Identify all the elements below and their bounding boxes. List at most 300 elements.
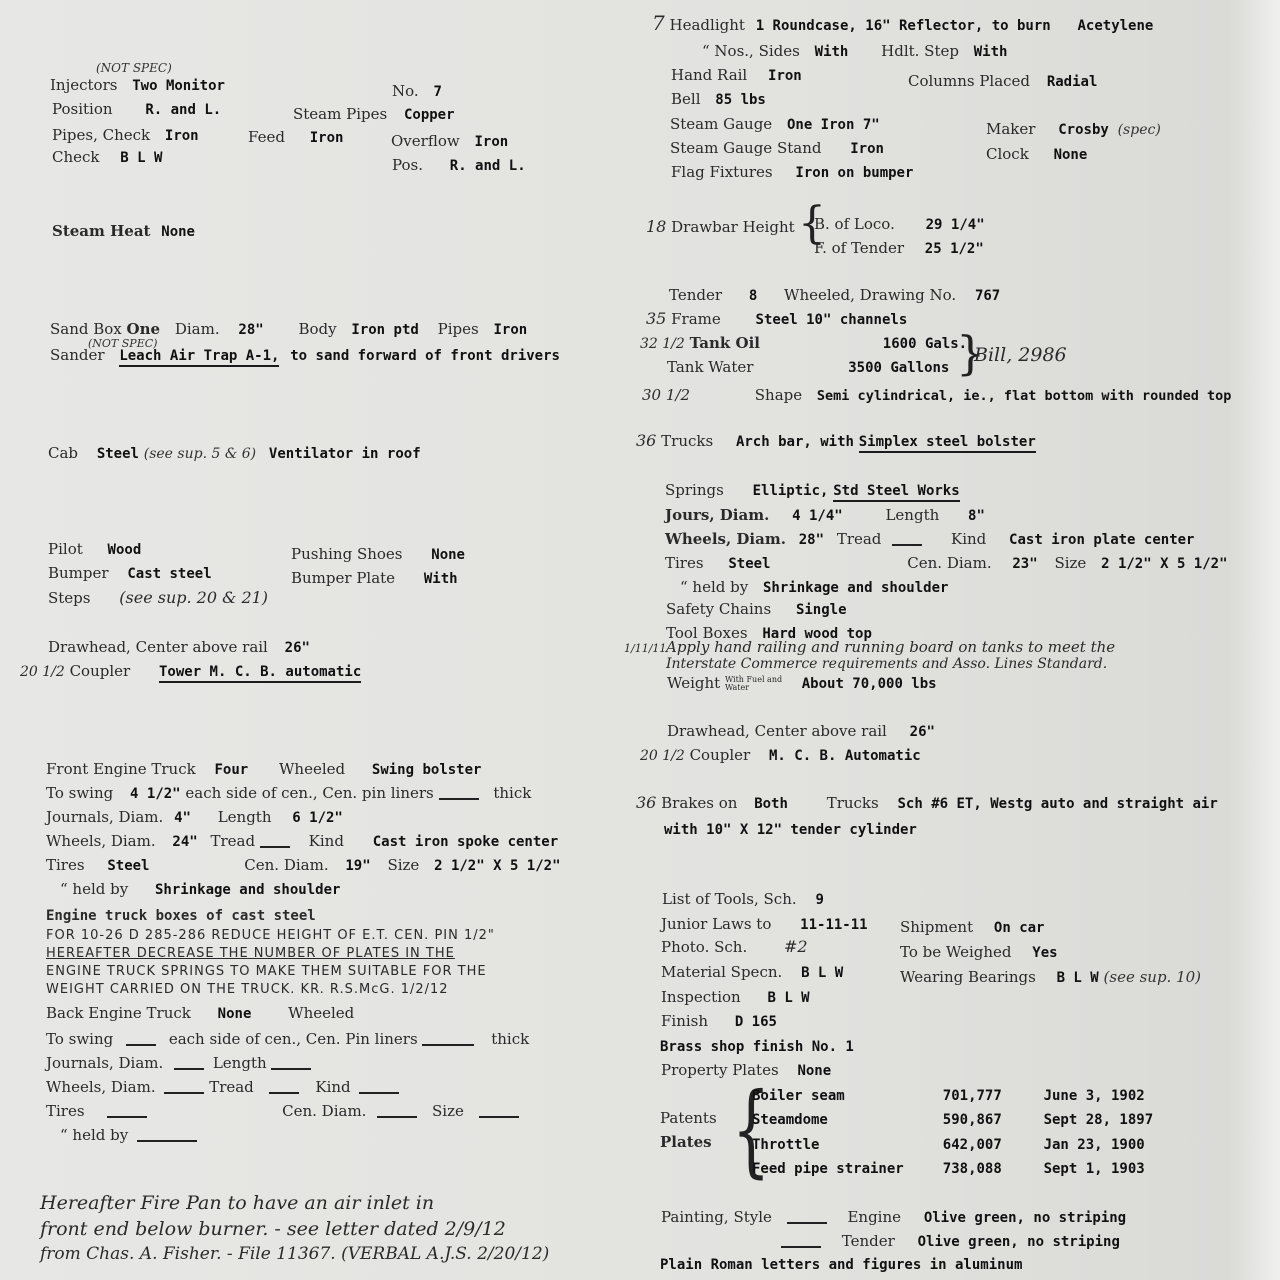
brakes-cylinder: with 10" X 12" tender cylinder — [664, 822, 917, 838]
tender-size-value: 2 1/2" X 5 1/2" — [1101, 556, 1228, 572]
position-row — [52, 100, 221, 119]
springs-value: Elliptic, — [752, 483, 829, 499]
back-journals-row — [46, 1054, 311, 1072]
steam-heat-row — [52, 222, 195, 241]
tender-size-label: Size — [1054, 554, 1087, 572]
injector-no-row — [392, 82, 442, 101]
columns-placed-label: Columns Placed — [908, 72, 1031, 90]
frame-num: 35 — [646, 309, 667, 328]
steam-heat-value: None — [161, 224, 195, 240]
bumper-value: Cast steel — [127, 566, 212, 582]
painting-engine-row — [661, 1208, 1126, 1227]
pos-value: R. and L. — [449, 158, 526, 174]
columns-row — [908, 72, 1097, 91]
front-held-row — [60, 880, 340, 899]
frame-row — [646, 310, 907, 329]
inspection-label: Inspection — [661, 988, 741, 1006]
painting-letters: Plain Roman letters and figures in aluminum — [660, 1257, 1023, 1273]
coupler-right-label: Coupler — [689, 746, 751, 764]
weight-row — [667, 674, 937, 693]
front-size-value: 2 1/2" X 5 1/2" — [434, 858, 561, 874]
shipment-label: Shipment — [900, 918, 974, 936]
front-length-label: Length — [217, 808, 272, 826]
wearing-bearings-label: Wearing Bearings — [900, 968, 1036, 986]
bumper-row — [48, 564, 212, 583]
patent-number: 701,777 — [942, 1088, 1002, 1104]
tender-wheels-row — [665, 530, 1194, 549]
jours-length-label: Length — [885, 506, 940, 524]
drawbar-label: Drawbar Height — [671, 218, 795, 236]
back-held-label: “ held by — [60, 1126, 129, 1144]
front-truck-value: Four — [214, 762, 249, 778]
front-truck-bolster: Swing bolster — [371, 762, 482, 778]
photo-label: Photo. Sch. — [661, 938, 748, 956]
fire-pan-note-line-1: Hereafter Fire Pan to have an air inlet in — [40, 1192, 435, 1214]
painting-engine-label: Engine — [847, 1208, 902, 1226]
plates-label: Plates — [660, 1133, 712, 1151]
safety-chains-value: Single — [795, 602, 847, 618]
sand-box-diam-label: Diam. — [174, 320, 220, 338]
drawbar-b-value: 29 1/4" — [925, 217, 985, 233]
back-wheels-label: Wheels, Diam. — [46, 1078, 156, 1096]
patent-item: Feed pipe strainer — [752, 1161, 904, 1177]
fire-pan-note-line-3: from Chas. A. Fisher. - File 11367. (VERBAL A.J.S. 2/20/12) — [40, 1244, 550, 1264]
drawbar-f-value: 25 1/2" — [924, 241, 984, 257]
bumper-plate-label: Bumper Plate — [291, 569, 396, 587]
drawbar-f-row — [814, 239, 984, 258]
drawbar-brace: { — [798, 198, 826, 249]
cab-note: (see sup. 5 & 6) — [143, 446, 257, 462]
brakes-label: Brakes on — [661, 794, 738, 812]
painting-tender-blank — [781, 1237, 821, 1248]
headlight-label: Headlight — [669, 16, 745, 34]
tender-kind-label: Kind — [950, 530, 987, 548]
tender-value: 8 — [748, 288, 758, 304]
drawbar-b-row — [814, 215, 985, 234]
drawhead-right-row — [667, 722, 935, 741]
sand-box-diam-value: 28" — [238, 322, 264, 338]
body-value: Iron ptd — [351, 322, 419, 338]
finish-label: Finish — [661, 1012, 709, 1030]
back-swing-row — [46, 1030, 529, 1048]
injectors-row — [50, 76, 225, 95]
maker-value: Crosby — [1058, 122, 1109, 138]
back-cen-diam-blank — [377, 1107, 417, 1118]
engine-truck-note-line-3: ENGINE TRUCK SPRINGS TO MAKE THEM SUITABLE FOR THE — [46, 964, 487, 979]
tender-row — [669, 286, 1000, 305]
pushing-shoes-label: Pushing Shoes — [291, 545, 403, 563]
sander-not-spec-note: (NOT SPEC) — [88, 337, 158, 350]
bill-value: Bill, 2986 — [974, 344, 1067, 366]
pipes-check-row — [52, 126, 199, 145]
pos-label: Pos. — [392, 156, 423, 174]
front-wheels-row — [46, 832, 558, 851]
front-held-value: Shrinkage and shoulder — [155, 882, 341, 898]
weighed-row — [900, 943, 1058, 962]
patent-number: 642,007 — [942, 1137, 1002, 1153]
back-held-blank — [137, 1131, 197, 1142]
coupler-left-row — [20, 662, 361, 683]
back-wheels-blank — [164, 1083, 204, 1094]
finish-value: D 165 — [734, 1014, 777, 1030]
front-length-value: 6 1/2" — [292, 810, 343, 826]
front-tread-label: Tread — [210, 832, 256, 850]
bill-row — [974, 346, 1067, 365]
jours-length-value: 8" — [968, 508, 985, 524]
front-boxes-text: Engine truck boxes of cast steel — [46, 908, 316, 924]
flag-row — [671, 163, 913, 182]
shape-value: Semi cylindrical, ie., flat bottom with rounded top — [816, 388, 1232, 404]
clock-label: Clock — [986, 145, 1029, 163]
trucks-label: Trucks — [661, 432, 714, 450]
tender-tires-label: Tires — [665, 554, 704, 572]
patents-label-row — [660, 1109, 717, 1127]
bell-value: 85 lbs — [715, 92, 766, 108]
injectors-note — [96, 58, 172, 77]
cab-label: Cab — [48, 444, 79, 462]
shape-row — [642, 386, 1231, 405]
coupler-left-num: 20 1/2 — [20, 664, 65, 680]
drawbar-num: 18 — [646, 217, 667, 236]
hand-rail-value: Iron — [768, 68, 802, 84]
position-value: R. and L. — [145, 102, 222, 118]
tool-boxes-value: Hard wood top — [762, 626, 872, 642]
hdlt-step-label: Hdlt. Step — [881, 42, 959, 60]
junior-laws-value: 11-11-11 — [800, 917, 868, 933]
material-row — [661, 963, 843, 982]
hand-rail-label: Hand Rail — [671, 66, 748, 84]
injectors-label: Injectors — [50, 76, 118, 94]
inspection-row — [661, 988, 810, 1007]
tender-wheels-label: Wheels, Diam. — [665, 530, 786, 548]
tank-oil-row — [640, 334, 976, 353]
tender-held-value: Shrinkage and shoulder — [763, 580, 949, 596]
patent-date: Jan 23, 1900 — [1043, 1137, 1145, 1153]
tool-note-date: 1/11/11 — [624, 642, 667, 655]
bumper-plate-value: With — [423, 571, 458, 587]
patent-row — [752, 1110, 1153, 1129]
back-tires-blank — [107, 1107, 147, 1118]
trucks-num: 36 — [636, 431, 657, 450]
tender-tread-blank — [892, 535, 922, 546]
front-truck-row — [46, 760, 481, 779]
front-thick-label: thick — [493, 784, 532, 802]
engine-truck-note-line-4: WEIGHT CARRIED ON THE TRUCK. KR. R.S.McG. 1/2/12 — [46, 982, 449, 997]
gauge-stand-row — [670, 139, 884, 158]
shape-label: Shape — [754, 386, 803, 404]
back-held-row — [60, 1126, 197, 1144]
shape-num: 30 1/2 — [642, 386, 690, 404]
drawbar-f-label: F. of Tender — [814, 239, 904, 257]
jours-label: Jours, Diam. — [665, 506, 770, 524]
overflow-label: Overflow — [391, 132, 460, 150]
jours-row — [665, 506, 985, 525]
back-truck-row — [46, 1004, 354, 1023]
hand-rail-row — [671, 66, 802, 85]
springs-row — [665, 481, 960, 502]
feed-row — [248, 128, 343, 147]
weight-sub-label: With Fuel and Water — [724, 675, 783, 692]
front-kind-value: Cast iron spoke center — [372, 834, 559, 850]
nos-sides-label: “ Nos., Sides — [702, 42, 800, 60]
patent-date: June 3, 1902 — [1043, 1088, 1145, 1104]
finish-row — [661, 1012, 777, 1031]
front-wheels-value: 24" — [172, 834, 198, 850]
patent-row — [752, 1135, 1145, 1154]
brakes-trucks-value: Sch #6 ET, Westg auto and straight air — [897, 796, 1218, 812]
tank-brace: } — [956, 326, 986, 380]
back-swing-rest: each side of cen., Cen. Pin liners — [168, 1030, 418, 1048]
check-label: Check — [52, 148, 100, 166]
painting-style-blank — [787, 1213, 827, 1224]
flag-fixtures-value: Iron on bumper — [795, 165, 914, 181]
patent-date: Sept 28, 1897 — [1043, 1112, 1154, 1128]
front-truck-wheeled-label: Wheeled — [279, 760, 346, 778]
shipment-row — [900, 918, 1044, 937]
tender-cen-diam-label: Cen. Diam. — [907, 554, 992, 572]
front-wheels-label: Wheels, Diam. — [46, 832, 156, 850]
front-truck-label: Front Engine Truck — [46, 760, 196, 778]
front-tread-blank — [260, 837, 290, 848]
not-spec-note: (NOT SPEC) — [96, 61, 172, 75]
back-size-label: Size — [432, 1102, 464, 1120]
overflow-row — [391, 132, 508, 151]
wearing-bearings-note: (see sup. 10) — [1103, 968, 1202, 986]
brakes-row — [636, 794, 1218, 813]
front-tires-value: Steel — [107, 858, 150, 874]
front-swing-label: To swing — [46, 784, 114, 802]
safety-chains-label: Safety Chains — [666, 600, 772, 618]
nos-sides-row — [702, 42, 1007, 61]
drawbar-b-label: B. of Loco. — [814, 215, 895, 233]
painting-letters-row — [660, 1255, 1022, 1274]
front-cen-diam-value: 19" — [345, 858, 371, 874]
weight-label: Weight — [667, 674, 721, 692]
back-truck-wheeled-label: Wheeled — [288, 1004, 355, 1022]
injectors-value: Two Monitor — [132, 78, 225, 94]
sand-box-label: Sand Box — [50, 320, 122, 338]
back-kind-blank — [359, 1083, 399, 1094]
tender-drawing-no: 767 — [974, 288, 1001, 304]
pipes-check-label: Pipes, Check — [52, 126, 151, 144]
bell-row — [671, 90, 766, 109]
tank-water-row — [667, 358, 949, 377]
flag-fixtures-label: Flag Fixtures — [671, 163, 773, 181]
back-tread-blank — [269, 1083, 299, 1094]
front-held-label: “ held by — [60, 880, 129, 898]
no-value: 7 — [433, 84, 442, 100]
tank-water-label: Tank Water — [667, 358, 754, 376]
trucks-bolster: Simplex steel bolster — [859, 433, 1036, 453]
maker-row — [986, 120, 1161, 139]
painting-style-label: Painting, Style — [661, 1208, 772, 1226]
pushing-shoes-value: None — [431, 547, 465, 563]
tools-label: List of Tools, Sch. — [662, 890, 797, 908]
pipes-check-value: Iron — [164, 128, 199, 144]
tender-held-row — [680, 578, 948, 597]
check-value: B L W — [120, 150, 163, 166]
fire-pan-note-line-2: front end below burner. - see letter dated 2/9/12 — [40, 1218, 506, 1240]
steam-pipes-row — [293, 105, 455, 124]
sander-row — [50, 346, 560, 367]
junior-row — [661, 915, 868, 934]
front-boxes-row — [46, 906, 316, 925]
tender-kind-value: Cast iron plate center — [1009, 532, 1195, 548]
coupler-left-label: Coupler — [69, 662, 131, 680]
front-journals-label: Journals, Diam. — [46, 808, 164, 826]
sand-pipes-label: Pipes — [437, 320, 479, 338]
clock-value: None — [1053, 147, 1088, 163]
gauge-stand-value: Iron — [850, 141, 884, 157]
tender-tires-value: Steel — [728, 556, 771, 572]
back-liner-blank — [422, 1035, 474, 1046]
drawhead-left-label: Drawhead, Center above rail — [48, 638, 268, 656]
back-wheels-row — [46, 1078, 399, 1096]
cab-rest: Ventilator in roof — [268, 446, 421, 462]
tender-wheeled-label: Wheeled, Drawing No. — [784, 286, 957, 304]
front-swing-value: 4 1/2" — [130, 786, 181, 802]
weight-value: About 70,000 lbs — [801, 676, 937, 692]
front-tires-label: Tires — [46, 856, 85, 874]
front-tires-row — [46, 856, 561, 875]
tank-water-value: 3500 Gallons — [848, 360, 950, 376]
material-specn-value: B L W — [801, 965, 844, 981]
painting-engine-value: Olive green, no striping — [923, 1210, 1127, 1226]
shipment-value: On car — [993, 920, 1045, 936]
feed-value: Iron — [309, 130, 344, 146]
back-journals-blank — [174, 1059, 204, 1070]
painting-tender-row — [781, 1232, 1120, 1251]
front-swing-rest: each side of cen., Cen. pin liners — [185, 784, 434, 802]
position-label: Position — [52, 100, 113, 118]
steam-gauge-row — [670, 115, 880, 134]
tool-boxes-label: Tool Boxes — [666, 624, 748, 642]
maker-note: (spec) — [1117, 122, 1161, 138]
pilot-row — [48, 540, 141, 559]
safety-row — [666, 600, 847, 619]
brass-row — [660, 1037, 854, 1056]
hdlt-step-value: With — [973, 44, 1008, 60]
front-cen-diam-label: Cen. Diam. — [244, 856, 329, 874]
back-tires-label: Tires — [46, 1102, 85, 1120]
painting-tender-value: Olive green, no striping — [917, 1234, 1120, 1250]
patent-date: Sept 1, 1903 — [1043, 1161, 1145, 1177]
sand-pipes-value: Iron — [493, 322, 528, 338]
coupler-right-num: 20 1/2 — [640, 748, 685, 764]
tender-label: Tender — [669, 286, 723, 304]
engine-truck-note-line-2: HEREAFTER DECREASE THE NUMBER OF PLATES IN THE — [46, 946, 455, 961]
brakes-num: 36 — [636, 793, 657, 812]
steam-pipes-value: Copper — [403, 107, 455, 123]
back-tread-label: Tread — [209, 1078, 254, 1096]
frame-label: Frame — [671, 310, 721, 328]
pilot-value: Wood — [107, 542, 142, 558]
back-journals-label: Journals, Diam. — [46, 1054, 164, 1072]
coupler-left-value: Tower M. C. B. automatic — [159, 663, 361, 683]
tool-note-line-1: Apply hand railing and running board on tanks to meet the — [666, 638, 1116, 656]
brass-shop-finish: Brass shop finish No. 1 — [660, 1039, 854, 1055]
cab-row — [48, 444, 421, 463]
property-plates-value: None — [797, 1063, 832, 1079]
front-journals-row — [46, 808, 343, 827]
patent-item: Boiler seam — [752, 1088, 845, 1104]
trucks-row — [636, 432, 1036, 453]
steam-gauge-label: Steam Gauge — [670, 115, 773, 133]
pushing-shoes-row — [291, 545, 465, 564]
front-swing-row — [46, 784, 531, 803]
bell-label: Bell — [671, 90, 701, 108]
drawhead-left-value: 26" — [284, 640, 310, 656]
wearing-bearings-value: B L W — [1056, 970, 1099, 986]
trucks-value: Arch bar, with — [735, 434, 854, 450]
nos-sides-value: With — [814, 44, 849, 60]
bearings-row — [900, 968, 1201, 987]
property-plates-label: Property Plates — [661, 1061, 779, 1079]
check-row — [52, 148, 162, 167]
tools-row — [662, 890, 824, 909]
back-tires-row — [46, 1102, 519, 1120]
gauge-stand-label: Steam Gauge Stand — [670, 139, 822, 157]
inspection-value: B L W — [767, 990, 810, 1006]
maker-label: Maker — [986, 120, 1036, 138]
body-label: Body — [298, 320, 337, 338]
painting-tender-label: Tender — [841, 1232, 895, 1250]
drawbar-row — [646, 218, 795, 236]
patent-row — [752, 1086, 1145, 1105]
springs-label: Springs — [665, 481, 724, 499]
feed-label: Feed — [248, 128, 285, 146]
tank-oil-num: 32 1/2 — [640, 336, 685, 352]
brakes-line2-row — [664, 820, 917, 839]
front-journals-value: 4" — [174, 810, 191, 826]
sander-value: Leach Air Trap A-1, — [119, 347, 279, 367]
back-length-label: Length — [212, 1054, 267, 1072]
front-kind-label: Kind — [308, 832, 344, 850]
back-thick-label: thick — [491, 1030, 530, 1048]
back-size-blank — [479, 1107, 519, 1118]
steps-row — [48, 589, 268, 607]
no-label: No. — [392, 82, 419, 100]
to-be-weighed-value: Yes — [1032, 945, 1058, 961]
patent-number: 738,088 — [942, 1161, 1002, 1177]
drawhead-right-label: Drawhead, Center above rail — [667, 722, 887, 740]
tender-held-label: “ held by — [680, 578, 749, 596]
tool-note-line-2: Interstate Commerce requirements and Asso. Lines Standard. — [666, 656, 1108, 672]
overflow-value: Iron — [474, 134, 509, 150]
tender-tread-label: Tread — [836, 530, 882, 548]
coupler-right-row — [640, 746, 921, 765]
back-swing-blank — [126, 1035, 156, 1046]
columns-placed-value: Radial — [1046, 74, 1098, 90]
tank-oil-label: Tank Oil — [689, 334, 761, 352]
pilot-label: Pilot — [48, 540, 83, 558]
bumper-plate-row — [291, 569, 458, 588]
sander-rest: to sand forward of front drivers — [290, 348, 560, 364]
engine-truck-note-line-1: FOR 10-26 D 285-286 REDUCE HEIGHT OF E.T. CEN. PIN 1/2" — [46, 928, 495, 943]
material-specn-label: Material Specn. — [661, 963, 783, 981]
back-truck-label: Back Engine Truck — [46, 1004, 191, 1022]
cab-value: Steel — [96, 446, 139, 462]
back-kind-label: Kind — [315, 1078, 351, 1096]
tender-wheels-value: 28" — [798, 532, 825, 548]
headlight-fuel: Acetylene — [1077, 18, 1154, 34]
tools-value: 9 — [815, 892, 824, 908]
patents-brace: { — [732, 1071, 771, 1188]
junior-laws-label: Junior Laws to — [661, 915, 772, 933]
back-truck-value: None — [217, 1006, 252, 1022]
steam-heat-label: Steam Heat — [52, 222, 151, 240]
headlight-row — [652, 11, 1154, 35]
